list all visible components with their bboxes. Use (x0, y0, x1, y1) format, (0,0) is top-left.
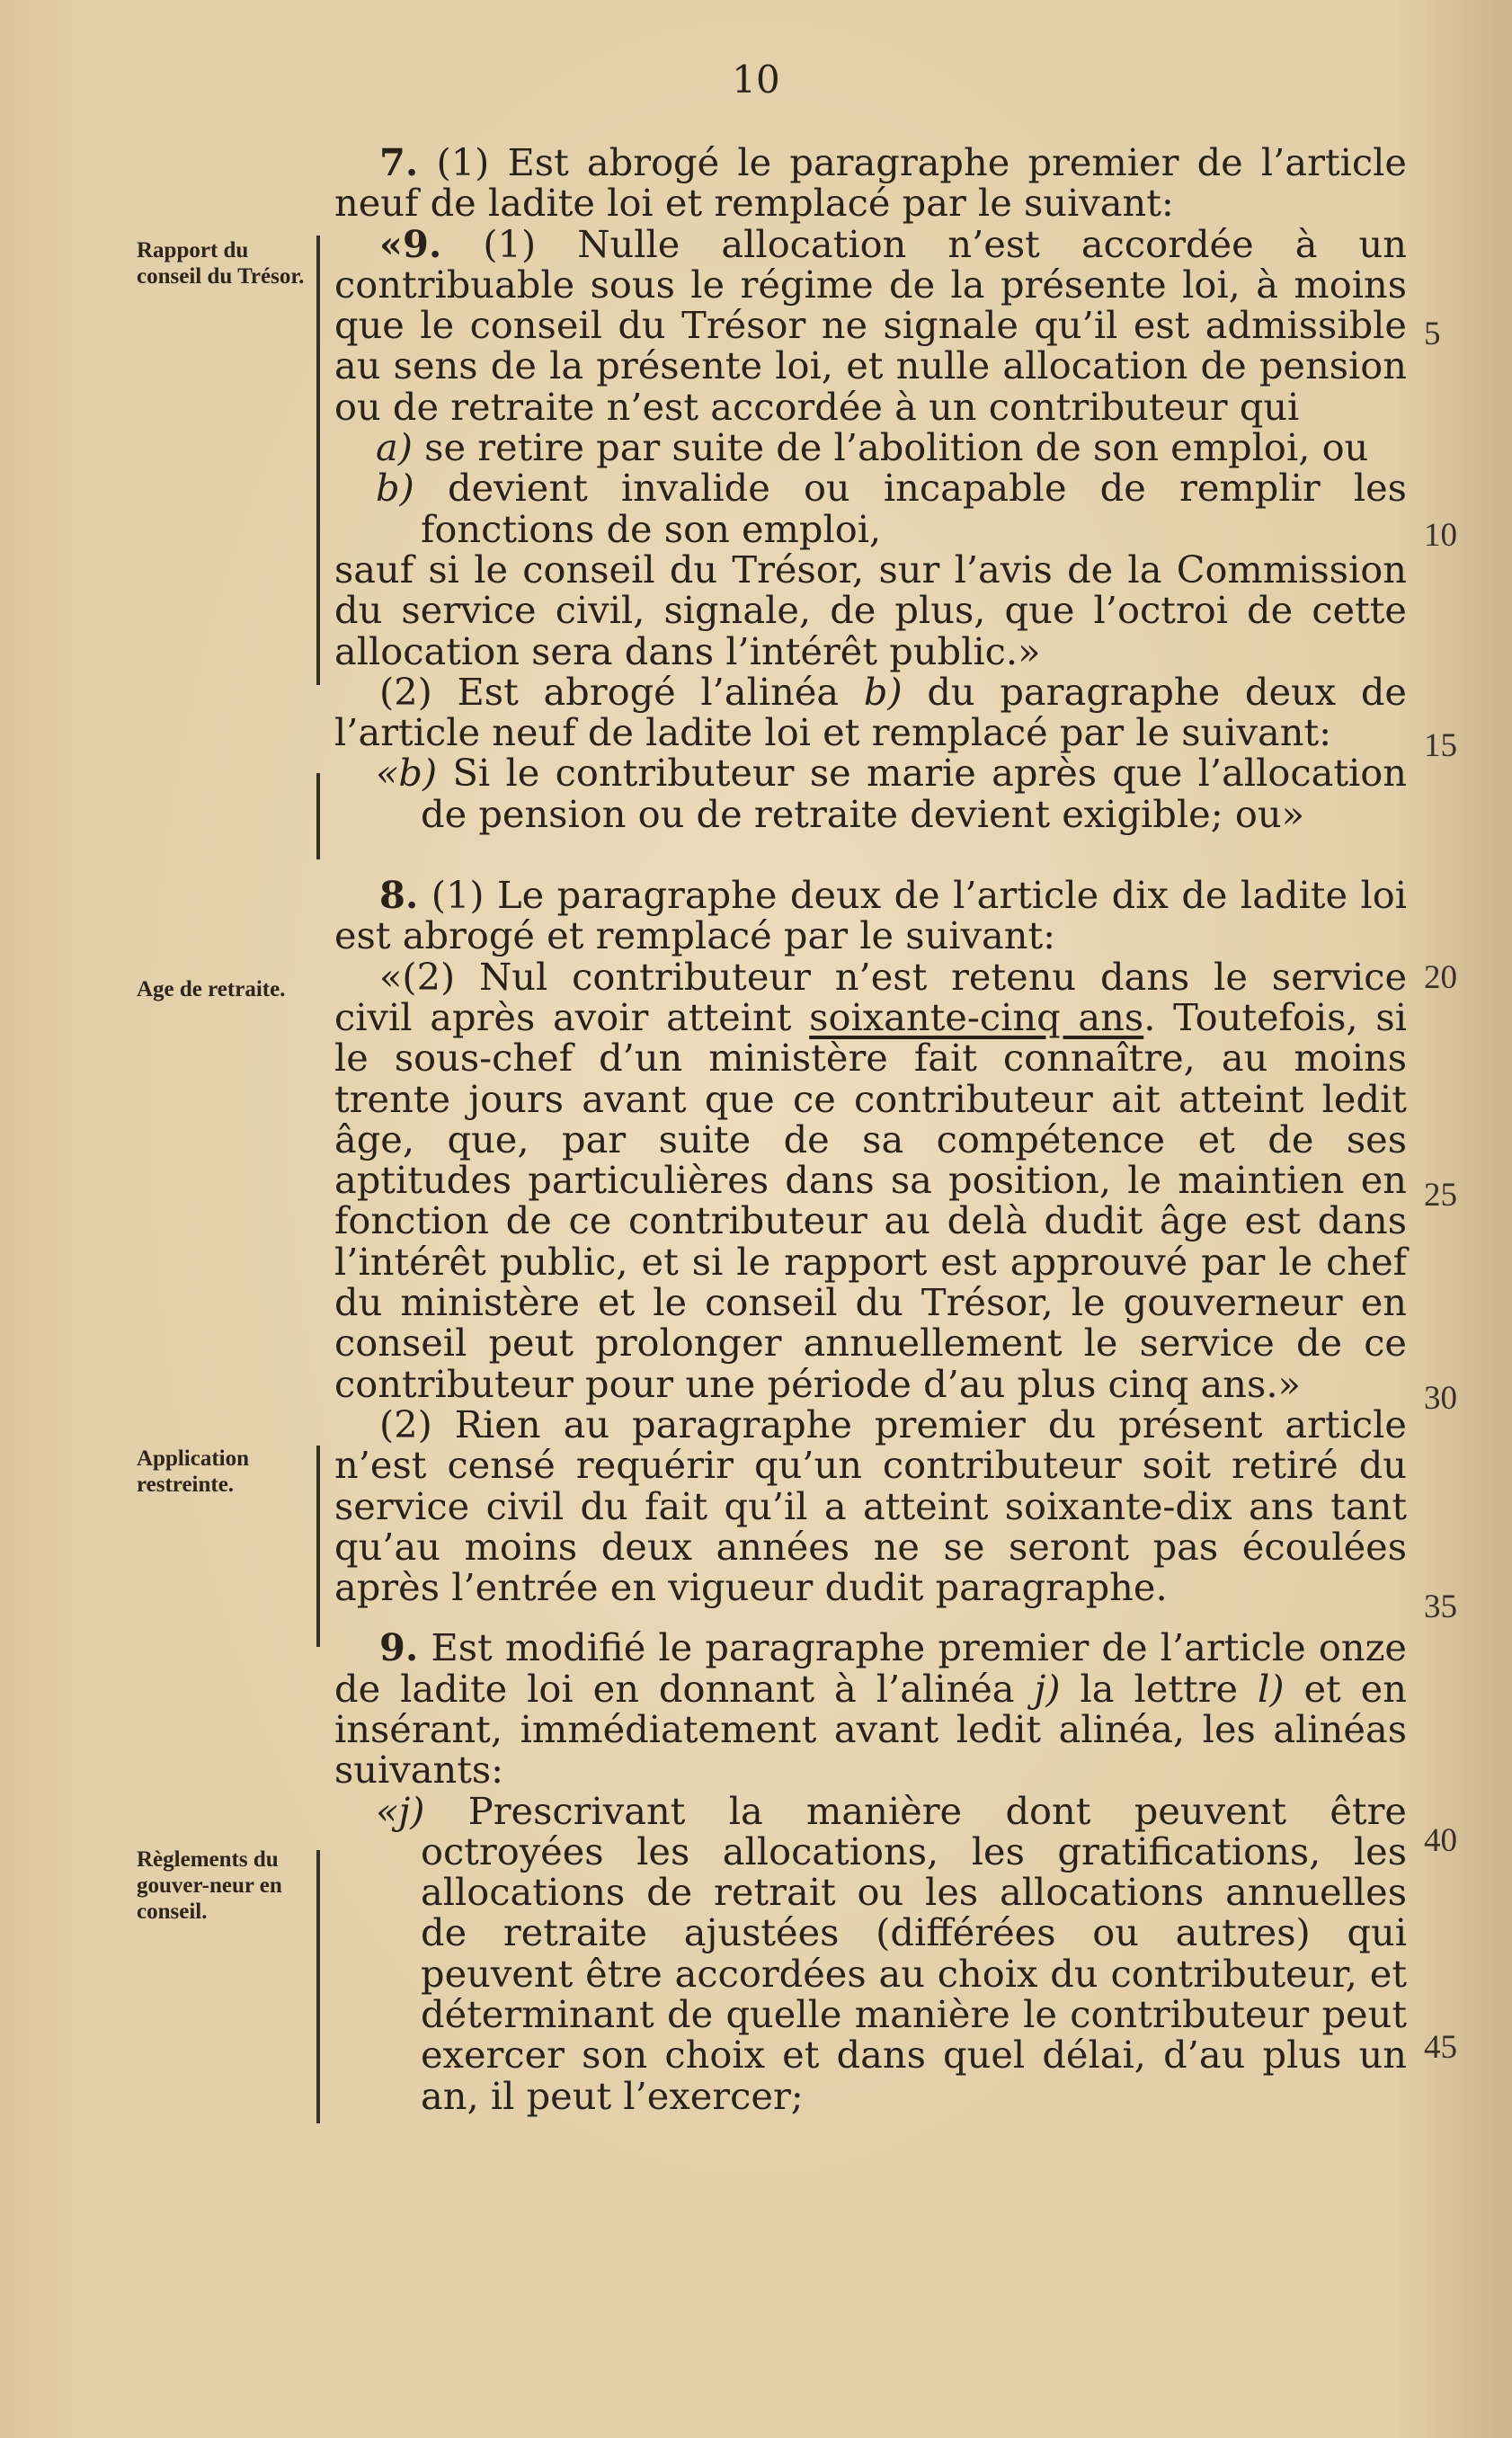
section-number: 8. (379, 873, 419, 918)
item-letter: «b) (376, 751, 438, 796)
paragraph-text: la lettre (1060, 1666, 1259, 1711)
sec9-paragraph-1 (334, 1625, 1407, 1793)
item-text: Prescrivant la manière dont peuvent être octroyées les allocations, les gratifications, les allocations de retrait ou les allocations annuelles de retraite ajustées (différées ou autres) qui peuvent être accordées au choix du contributeur, et déterminant de quelle manière le contributeur peut exercer son choix et dans quel délai, d’au plus un an, il peut l’exercer; (421, 1788, 1407, 2118)
item-letter: b) (863, 669, 903, 714)
item-text: Si le contributeur se marie après que l’allocation de pension ou de retraite devient exigible; ou» (421, 751, 1407, 836)
line-number: 15 (1424, 727, 1457, 764)
item-letter: b) (376, 466, 414, 511)
line-number: 35 (1424, 1588, 1457, 1625)
body-text (334, 142, 1407, 2116)
paragraph-text: du paragraphe deux de l’article neuf de ladite loi et remplacé par le suivant: (334, 669, 1407, 755)
item-b (334, 467, 1407, 549)
side-note-reglements: Règlements du gouver-neur en conseil. (137, 1847, 282, 1924)
item-letter: j) (1034, 1666, 1061, 1711)
line-number: 20 (1424, 959, 1457, 996)
side-note-application: Application restreinte. (137, 1446, 250, 1497)
line-number: 45 (1424, 2029, 1457, 2066)
side-note-age: Age de retraite. (137, 977, 286, 1001)
item-a (334, 425, 1407, 470)
paragraph-text: «(2) Nul contributeur n’est retenu dans le service civil après avoir atteint (334, 954, 1407, 1039)
change-bar (316, 236, 320, 685)
section-number: 9. (379, 1625, 419, 1670)
quoted-section-number: «9. (379, 221, 442, 266)
item-text: se retire par suite de l’abolition de son emploi, ou (424, 425, 1369, 470)
sec8-paragraph-1 (334, 875, 1407, 957)
sec8-paragraph-2: (2) Rien au paragraphe premier du présent article n’est censé requérir qu’un contributeur soit retiré du service civil du fait qu’il a atteint soixante-dix ans tant qu’au moins deux années ne se seront pas écoulées après l’entrée en vigueur dudit paragraphe. (334, 1401, 1407, 1610)
change-bar (316, 773, 320, 859)
paragraph-text: (2) Est abrogé l’alinéa (379, 669, 864, 714)
paragraph-text: et en insérant, immédiatement avant ledit alinéa, les alinéas suivants: (334, 1666, 1407, 1793)
line-number: 5 (1424, 316, 1441, 352)
item-letter: l) (1258, 1666, 1285, 1711)
side-note-rapport: Rapport du conseil du Trésor. (137, 238, 305, 289)
paragraph-text: Est modifié le paragraphe premier de l’article onze de ladite loi en donnant à l’alinéa (334, 1625, 1407, 1711)
line-number: 25 (1424, 1177, 1457, 1214)
sec7-paragraph-2 (334, 669, 1407, 755)
page-number: 10 (732, 58, 780, 102)
sec7-quoted-b (334, 752, 1407, 834)
paragraph-text: (1) Nulle allocation n’est accordée à un contribuable sous le régime de la présente loi, à moins que le conseil du Trésor ne signale qu’il est admissible au sens de la présente loi, et nulle allocation de pension ou de retraite n’est accordée à un contributeur qui (334, 221, 1407, 429)
underlined-text: soixante-cinq ans (809, 994, 1144, 1039)
line-number: 30 (1424, 1380, 1457, 1417)
item-letter: a) (376, 425, 413, 470)
line-number: 40 (1424, 1822, 1457, 1859)
item-letter: «j) (376, 1788, 425, 1833)
paragraph-text: . Toutefois, si le sous-chef d’un ministère fait connaître, au moins trente jours avant que ce contributeur ait atteint ledit âge, que, par suite de sa compétence et de ses aptitudes particulières dans sa position, le maintien en fonction de ce contributeur au delà dudit âge est dans l’intérêt public, et si le rapport est approuvé par le chef du ministère et le conseil du Trésor, le gouverneur en conseil peut prolonger annuellement le service de ce contributeur pour une période d’au plus cinq ans.» (334, 994, 1407, 1406)
change-bar (316, 1850, 320, 2123)
sec7-paragraph-1 (334, 142, 1407, 224)
sec7-quoted-end: sauf si le conseil du Trésor, sur l’avis de la Commission du service civil, signale, de plus, que l’octroi de cette allocation sera dans l’intérêt public.» (334, 547, 1407, 673)
item-text: devient invalide ou incapable de remplir les fonctions de son emploi, (421, 466, 1407, 551)
paragraph-text: (1) Le paragraphe deux de l’article dix de ladite loi est abrogé et remplacé par le suivant: (334, 873, 1407, 958)
sec8-quoted-subsection (334, 954, 1407, 1406)
section-number: 7. (379, 140, 419, 184)
paragraph-text: (1) Est abrogé le paragraphe premier de l’article neuf de ladite loi et remplacé par le suivant: (334, 140, 1407, 226)
sec9-quoted-j (334, 1788, 1407, 2118)
line-number: 10 (1424, 517, 1457, 554)
sec7-quoted-subsection (334, 221, 1407, 429)
change-bar (316, 1446, 320, 1647)
